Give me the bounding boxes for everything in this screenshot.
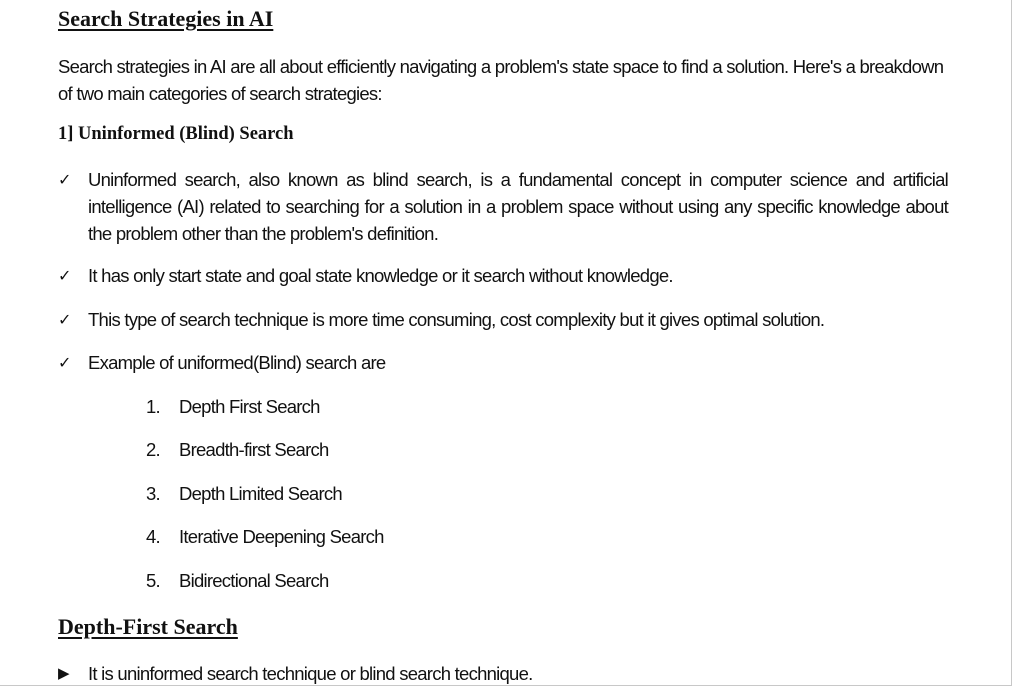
list-item-text: This type of search technique is more time consuming, cost complexity but it gives optimal solution. [88,309,825,330]
item-number: 3. [146,483,160,504]
checkmark-icon: ✓ [58,266,71,285]
item-label: Iterative Deepening Search [179,526,384,547]
item-number: 5. [146,570,160,591]
list-item-text: Uninformed search, also known as blind search, is a fundamental concept in computer science and artificial intelligence (AI) related to searching for a solution in a problem space without using any specific knowledge about the problem other than the problem's definition. [88,169,948,244]
example-item-breadth-first-search [146,436,329,463]
item-label: Breadth-first Search [179,439,329,460]
list-item [58,349,948,376]
item-number: 1. [146,396,160,417]
checkmark-icon: ✓ [58,353,71,372]
list-item-text: It is uninformed search technique or blind search technique. [88,663,533,684]
list-item [58,166,948,247]
list-item-text: It has only start state and goal state knowledge or it search without knowledge. [88,265,673,286]
item-number: 2. [146,439,160,460]
item-label: Depth Limited Search [179,483,342,504]
list-item [58,660,948,686]
intro-paragraph: Search strategies in AI are all about efficiently navigating a problem's state space to find a solution. Here's a breakdown of two main categories of search strategies: [58,56,944,104]
item-number: 4. [146,526,160,547]
example-item-depth-limited-search [146,480,342,507]
checkmark-icon: ✓ [58,310,71,329]
dfs-section-title: Depth-First Search [58,614,238,639]
uninformed-search-heading: 1] Uninformed (Blind) Search [58,124,294,144]
example-item-depth-first-search [146,393,320,420]
example-item-bidirectional-search [146,567,329,594]
item-label: Bidirectional Search [179,570,329,591]
section-title: Search Strategies in AI [58,6,274,31]
example-item-iterative-deepening-search [146,523,384,550]
checkmark-icon: ✓ [58,170,71,189]
list-item-text: Example of uniformed(Blind) search are [88,352,386,373]
item-label: Depth First Search [179,396,320,417]
list-item [58,262,948,289]
list-item [58,306,948,333]
triangle-bullet-icon: ▶ [58,664,69,682]
